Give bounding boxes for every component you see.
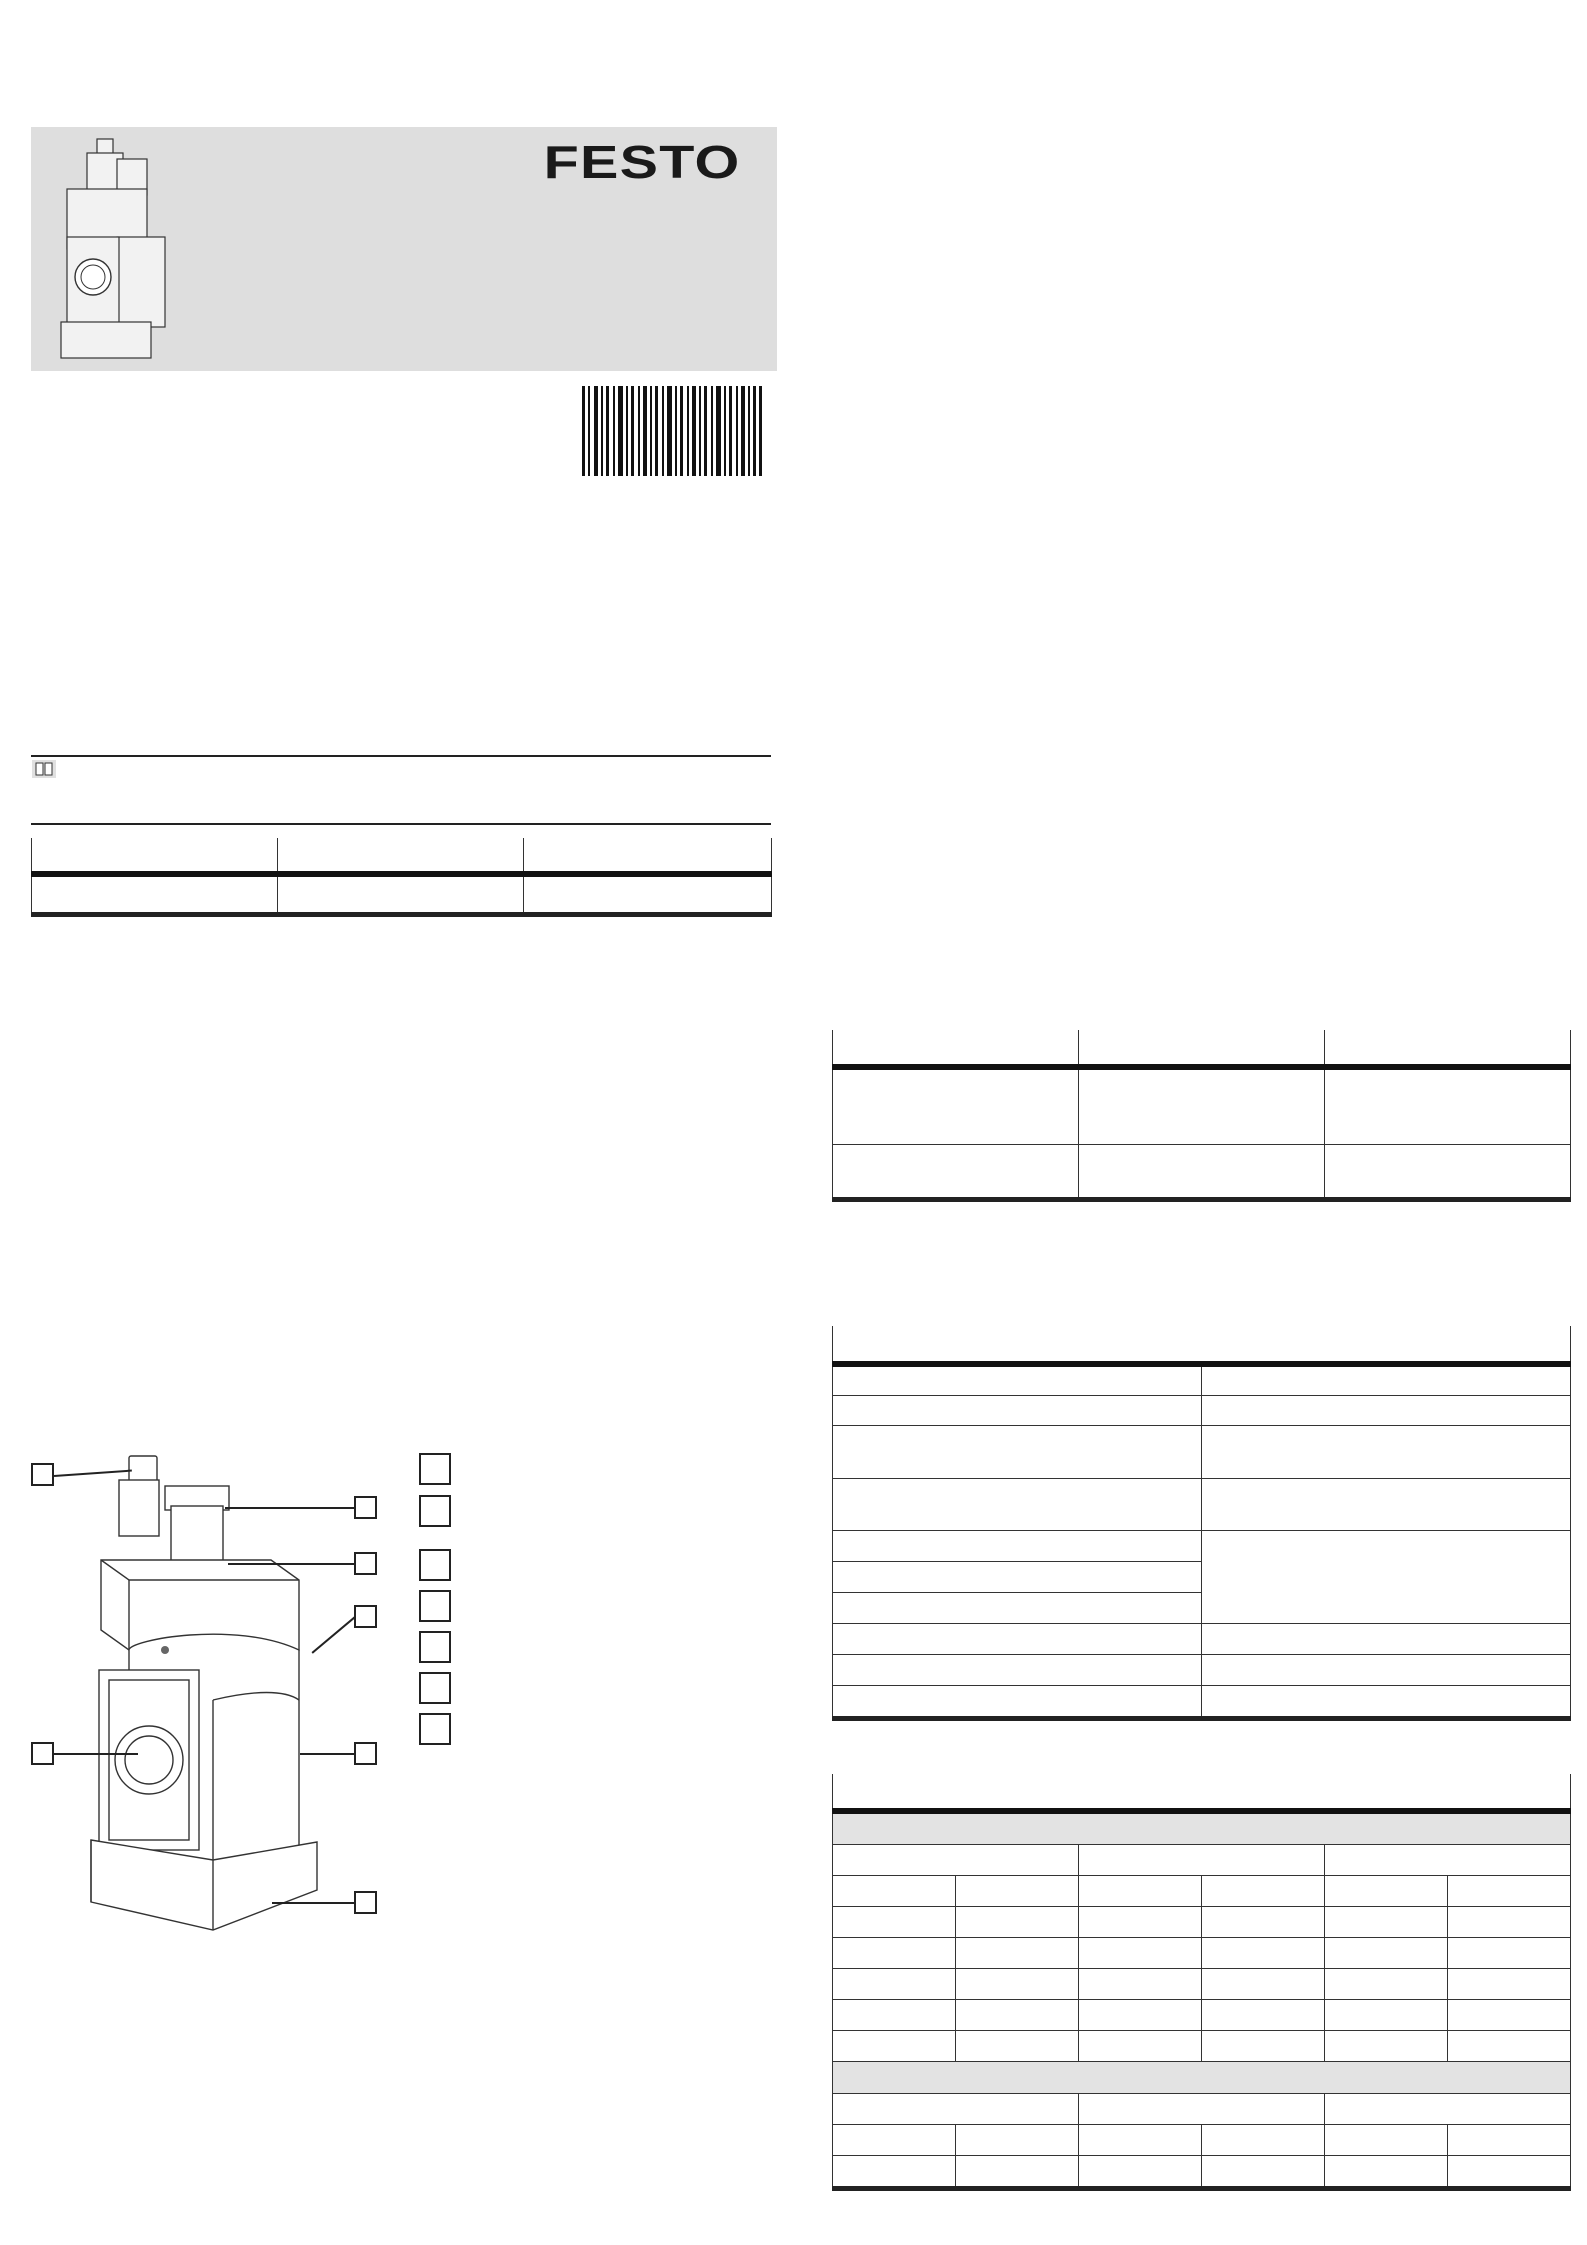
callout-marker [354, 1605, 377, 1628]
callout-marker [31, 1463, 54, 1486]
table-row [833, 1968, 1571, 1999]
table-row [833, 1425, 1571, 1478]
header-band [31, 127, 777, 371]
legend-marker [419, 1590, 451, 1622]
table-row [833, 2093, 1571, 2124]
legend-marker [419, 1672, 451, 1704]
table-row [833, 1654, 1571, 1685]
right-table-3 [832, 1774, 1571, 2191]
table-row [833, 1067, 1571, 1144]
table-row [833, 1906, 1571, 1937]
legend-marker [419, 1453, 451, 1485]
legend-marker [419, 1549, 451, 1581]
legend-marker [419, 1713, 451, 1745]
section-rule [31, 755, 771, 757]
book-icon [32, 760, 56, 778]
table-row [833, 1623, 1571, 1654]
table-row [833, 1326, 1571, 1364]
table-row [833, 1844, 1571, 1875]
table-row [833, 2124, 1571, 2155]
table-row [833, 1030, 1571, 1067]
table-row [32, 838, 772, 874]
barcode-icon [582, 386, 762, 476]
section-rule [31, 823, 771, 825]
leader-line [54, 1753, 138, 1755]
valve-exploded-view [85, 1450, 325, 1940]
table-row [833, 1395, 1571, 1425]
callout-marker [354, 1891, 377, 1914]
table-row [32, 874, 772, 914]
table-row [833, 1774, 1571, 1811]
table-row [833, 1685, 1571, 1718]
left-table [31, 838, 772, 917]
table-row [833, 2030, 1571, 2061]
table-row [833, 1999, 1571, 2030]
callout-marker [354, 1552, 377, 1575]
callout-marker [354, 1742, 377, 1765]
table-row [833, 1364, 1571, 1395]
leader-line [300, 1753, 354, 1755]
table-row [833, 1811, 1571, 1844]
table-row [833, 2155, 1571, 2188]
leader-line [225, 1507, 355, 1509]
valve-illustration [57, 137, 167, 363]
legend-marker [419, 1495, 451, 1527]
callout-marker [31, 1742, 54, 1765]
table-row [833, 1530, 1571, 1561]
right-table-2 [832, 1326, 1571, 1721]
festo-logo: FESTO [544, 136, 741, 188]
legend-marker [419, 1631, 451, 1663]
table-row [833, 1478, 1571, 1530]
table-row [833, 1875, 1571, 1906]
callout-marker [354, 1496, 377, 1519]
table-row [833, 1144, 1571, 1199]
table-row [833, 1937, 1571, 1968]
table-row [833, 2061, 1571, 2093]
right-table-1 [832, 1030, 1571, 1202]
leader-line [228, 1563, 354, 1565]
leader-line [272, 1902, 354, 1904]
